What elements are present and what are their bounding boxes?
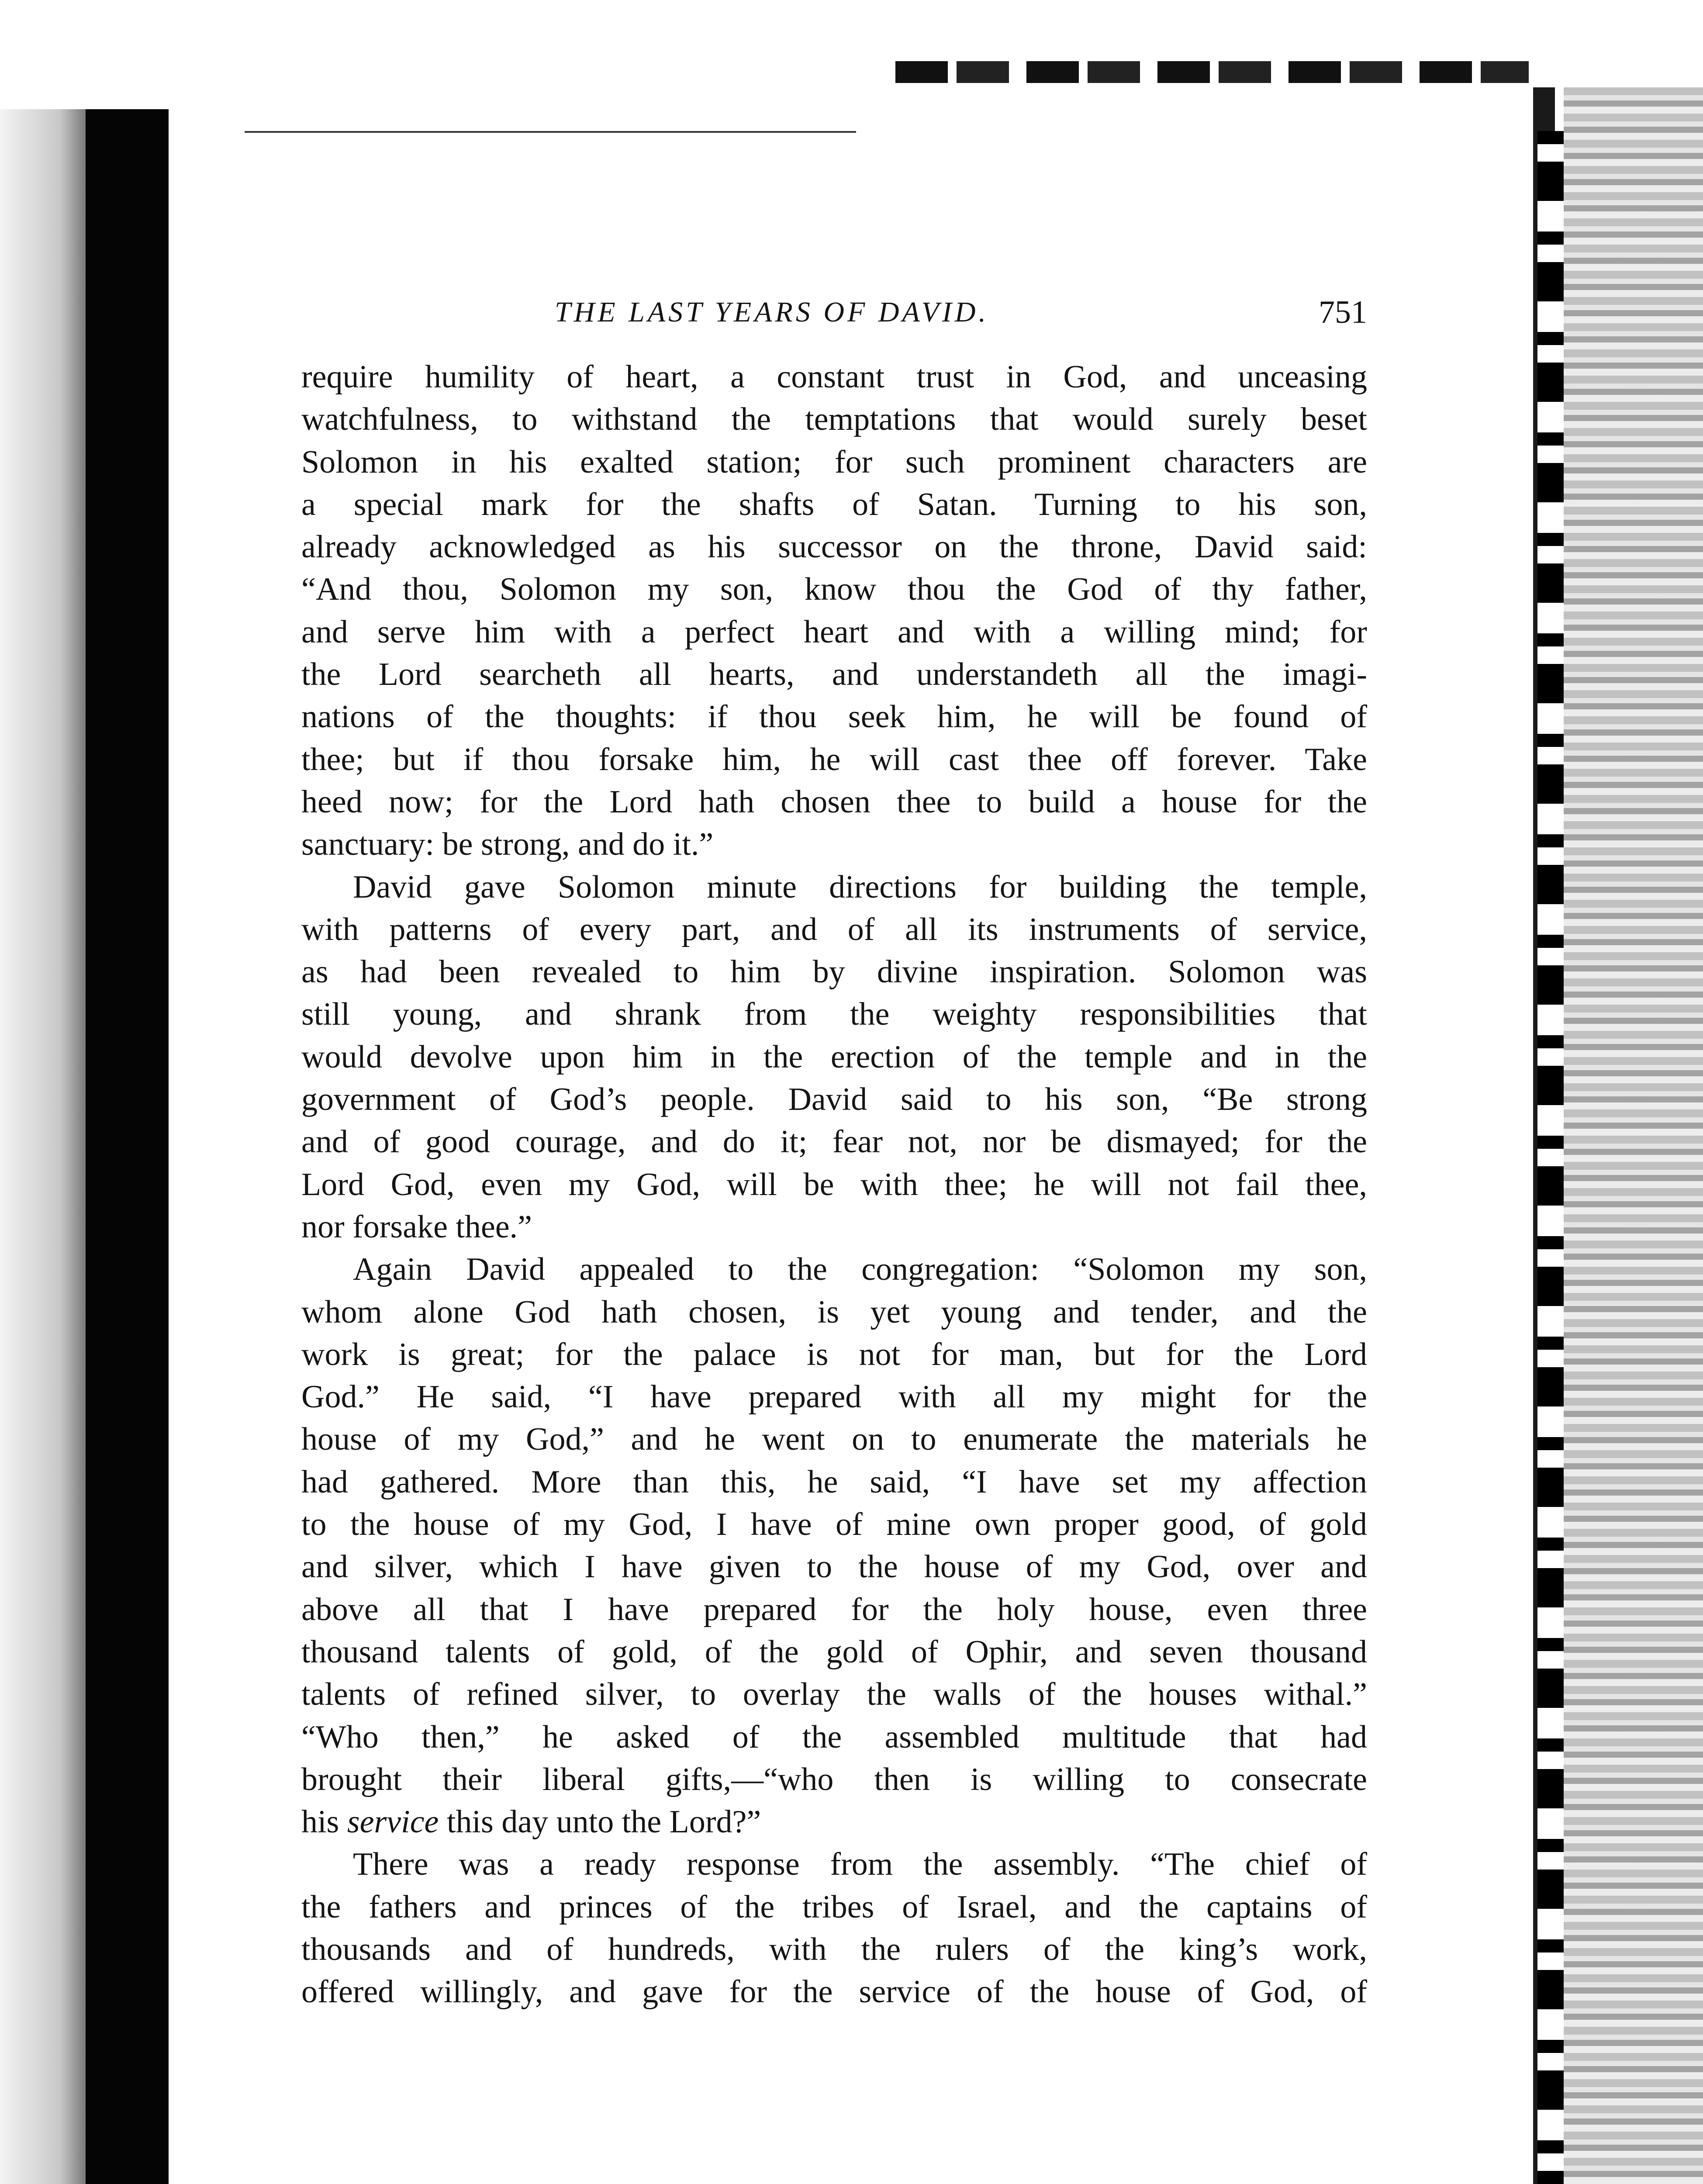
text-line: with patterns of every part, and of all its instruments of service, — [301, 911, 1367, 947]
text-line: There was a ready response from the assembly. “The chief of — [353, 1846, 1367, 1883]
text-line: “Who then,” he asked of the assembled multitude that had — [301, 1719, 1367, 1755]
text-line: had gathered. More than this, he said, “I have set my affection — [301, 1464, 1367, 1500]
running-title: THE LAST YEARS OF DAVID. — [555, 296, 989, 328]
text-line: require humility of heart, a constant trust in God, and unceasing — [301, 359, 1367, 395]
text-line: and silver, which I have given to the house of my God, over and — [301, 1549, 1367, 1585]
text-line — [301, 1801, 1367, 1843]
text-line: and of good courage, and do it; fear not, nor be dismayed; for the — [301, 1124, 1367, 1160]
text-line: Solomon in his exalted station; for such prominent characters are — [301, 444, 1367, 480]
scan-artifact-top — [895, 61, 1529, 83]
text-line: and serve him with a perfect heart and with a willing mind; for — [301, 614, 1367, 650]
text-line: to the house of my God, I have of mine own proper good, of gold — [301, 1507, 1367, 1543]
text-line: David gave Solomon minute directions for building the temple, — [353, 869, 1367, 905]
running-head — [555, 284, 1367, 341]
text-line: thousands and of hundreds, with the rulers of the king’s work, — [301, 1931, 1367, 1967]
text-line: as had been revealed to him by divine inspiration. Solomon was — [301, 954, 1367, 990]
text-line: heed now; for the Lord hath chosen thee to build a house for the — [301, 784, 1367, 820]
text-line: “And thou, Solomon my son, know thou the God of thy father, — [301, 571, 1367, 608]
text-line: nations of the thoughts: if thou seek him, he will be found of — [301, 699, 1367, 735]
text-line: whom alone God hath chosen, is yet young and tender, and the — [301, 1294, 1367, 1330]
text-line: thee; but if thou forsake him, he will cast thee off forever. Take — [301, 741, 1367, 778]
italic-word: service — [347, 1804, 439, 1840]
text-line: would devolve upon him in the erection of the temple and in the — [301, 1039, 1367, 1075]
text-line: thousand talents of gold, of the gold of Ophir, and seven thousand — [301, 1634, 1367, 1670]
text-line: nor forsake thee.” — [301, 1209, 532, 1245]
scan-ticks-right — [1537, 131, 1564, 2184]
text-line: talents of refined silver, to overlay the walls of the houses withal.” — [301, 1676, 1367, 1713]
text-line: Lord God, even my God, will be with thee; he will not fail thee, — [301, 1166, 1367, 1203]
text-line: Again David appealed to the congregation: “Solomon my son, — [353, 1251, 1367, 1288]
scan-rule-top — [245, 131, 856, 133]
text-run: his — [301, 1804, 339, 1840]
text-line: government of God’s people. David said to his son, “Be strong — [301, 1082, 1367, 1118]
text-line: a special mark for the shafts of Satan. Turning to his son, — [301, 486, 1367, 522]
body-text — [301, 356, 1367, 2014]
scan-noise-right — [1564, 87, 1703, 2184]
page-number: 751 — [1319, 294, 1367, 330]
scan-shadow-left — [0, 109, 86, 2184]
text-line: already acknowledged as his successor on the throne, David said: — [301, 529, 1367, 565]
text-line: offered willingly, and gave for the service of the house of God, of — [301, 1974, 1367, 2010]
scan-binding-left — [86, 109, 169, 2184]
text-line: watchfulness, to withstand the temptations that would surely beset — [301, 401, 1367, 438]
text-line: sanctuary: be strong, and do it.” — [301, 826, 714, 863]
text-line: the Lord searcheth all hearts, and understandeth all the imagi- — [301, 657, 1367, 693]
text-run: this day unto the Lord?” — [439, 1804, 761, 1840]
text-line: work is great; for the palace is not for man, but for the Lord — [301, 1336, 1367, 1372]
text-line: God.” He said, “I have prepared with all my might for the — [301, 1379, 1367, 1415]
text-line: still young, and shrank from the weighty responsibilities that — [301, 996, 1367, 1033]
text-line: the fathers and princes of the tribes of Israel, and the captains of — [301, 1889, 1367, 1925]
text-line: brought their liberal gifts,—“who then is willing to consecrate — [301, 1761, 1367, 1797]
text-line: above all that I have prepared for the holy house, even three — [301, 1591, 1367, 1628]
text-line: house of my God,” and he went on to enumerate the materials he — [301, 1421, 1367, 1458]
